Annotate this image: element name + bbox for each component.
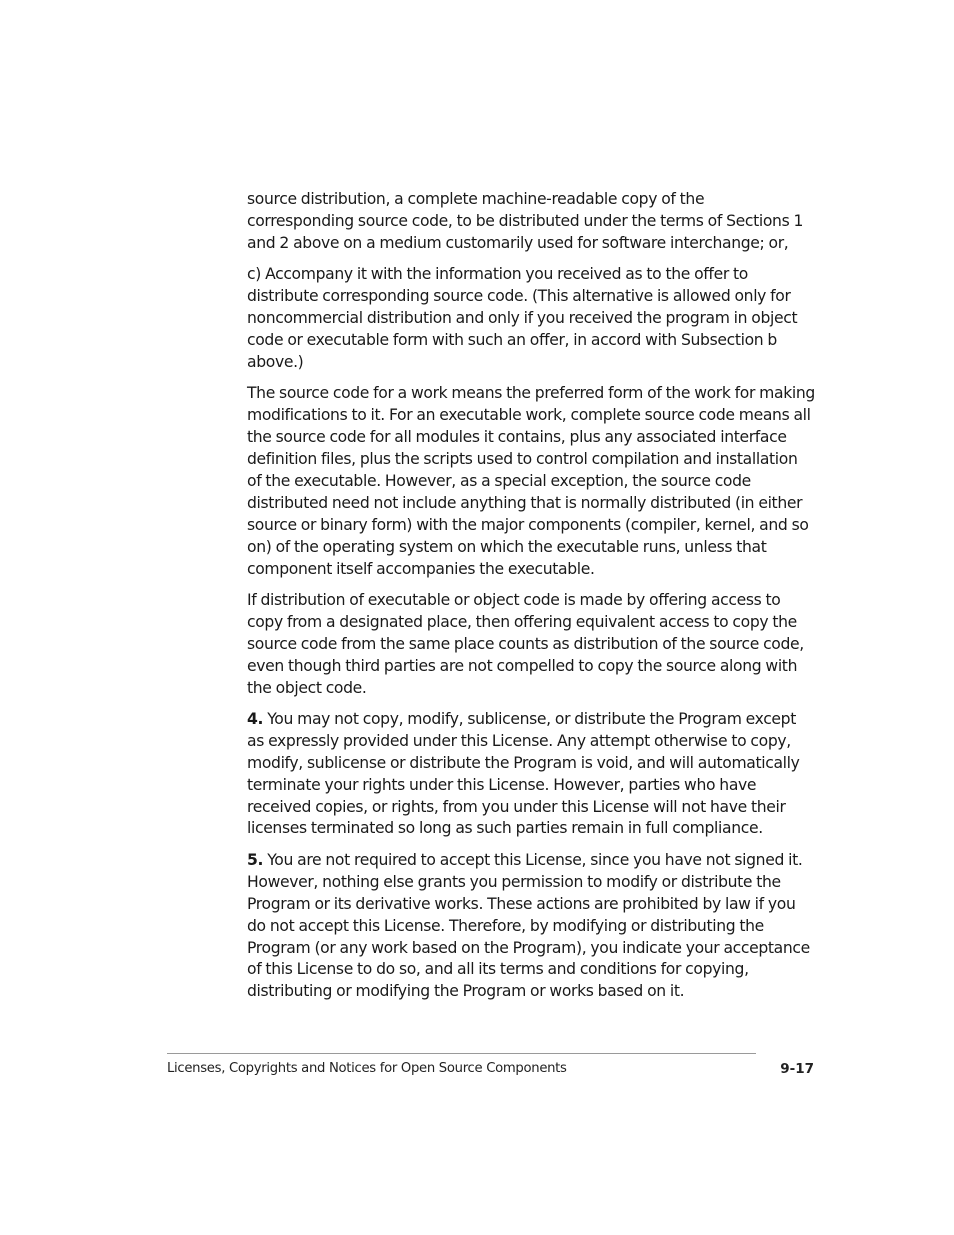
page-number: 9-17 [780, 1061, 814, 1077]
section-4 [247, 709, 815, 840]
paragraph-text: The source code for a work means the preferred form of the work for making modifications to it. For an executable work, complete source code means all the source code for all modules it contains, plus any associated interface definition files, plus the scripts used to control compilation and installation of the executable. However, as a special exception, the source code distributed need not include anything that is normally distributed (in either source or binary form) with the major components (compiler, kernel, and so on) of the operating system on which the executable runs, unless that component itself accompanies the executable. [247, 384, 815, 578]
paragraph-accompany-offer [247, 264, 815, 374]
paragraph-designated-place [247, 590, 815, 700]
paragraph-text: You may not copy, modify, sublicense, or distribute the Program except as expressly provided under this License. Any attempt otherwise to copy, modify, sublicense or distribute the Program is void, and will automatically terminate your rights under this License. However, parties who have received copies, or rights, from you under this License will not have their licenses terminated so long as such parties remain in full compliance. [247, 709, 800, 838]
paragraph-source-distribution [247, 189, 815, 255]
page-body [247, 189, 815, 1013]
paragraph-text: You are not required to accept this License, since you have not signed it. However, nothing else grants you permission to modify or distribute the Program or its derivative works. These actions are prohibited by law if you do not accept this License. Therefore, by modifying or distributing the Program (or any work based on the Program), you indicate your acceptance of this License to do so, and all its terms and conditions for copying, distributing or modifying the Program or works based on it. [247, 850, 810, 1001]
paragraph-source-code-definition [247, 383, 815, 580]
paragraph-text: If distribution of executable or object code is made by offering access to copy from a designated place, then offering equivalent access to copy the source code from the same place counts as distribution of the source code, even though third parties are not compelled to copy the source along with the object code. [247, 590, 804, 697]
section-5 [247, 850, 815, 1003]
paragraph-text: source distribution, a complete machine-readable copy of the corresponding source code, to be distributed under the terms of Sections 1 and 2 above on a medium customarily used for software interchange; or, [247, 190, 804, 252]
section-number: 4. [247, 709, 264, 728]
paragraph-text: c) Accompany it with the information you received as to the offer to distribute corresponding source code. (This alternative is allowed only for noncommercial distribution and only if you received the program in object code or executable form with such an offer, in accord with Subsection b above.) [247, 265, 798, 371]
section-number: 5. [247, 850, 264, 869]
footer-title: Licenses, Copyrights and Notices for Open Source Components [167, 1061, 567, 1076]
footer-divider [167, 1053, 756, 1054]
